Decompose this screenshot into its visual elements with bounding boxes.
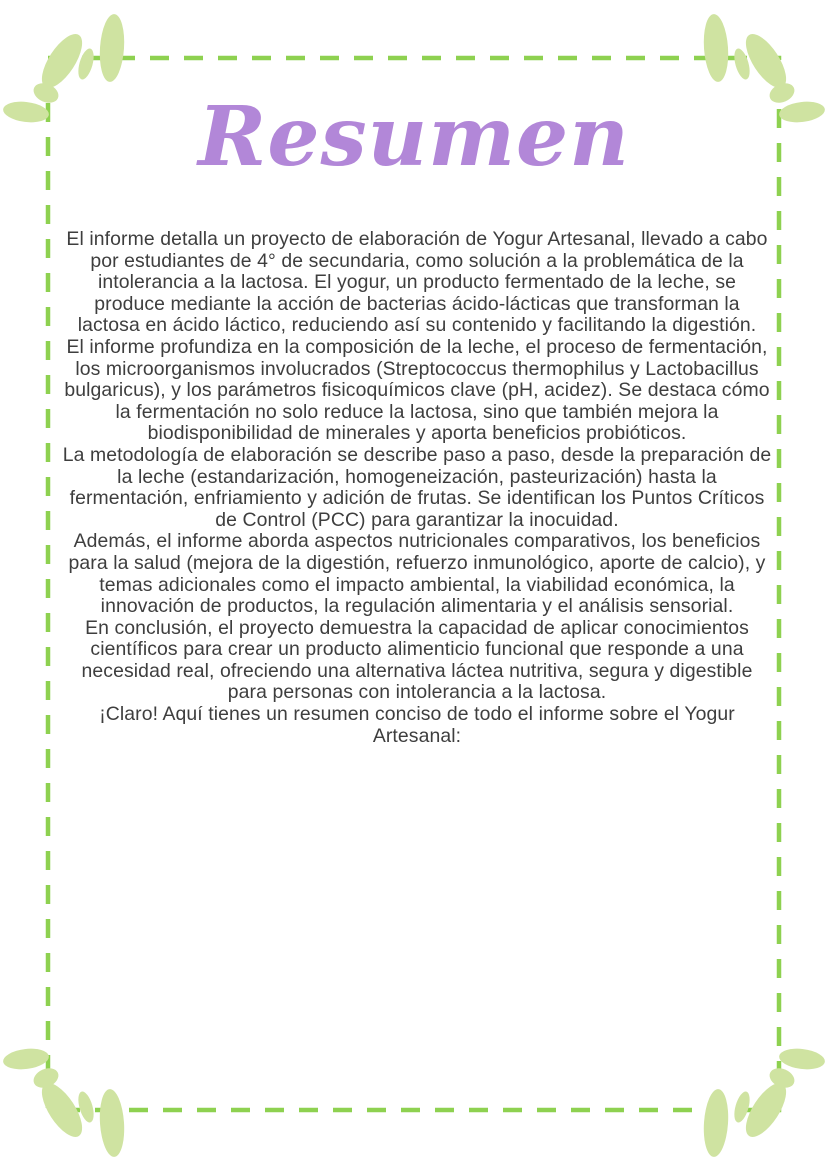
leaf-sprig-icon (686, 1027, 826, 1167)
summary-paragraph: ¡Claro! Aquí tienes un resumen conciso de todo el informe sobre el Yogur Artesanal: (99, 703, 735, 747)
summary-paragraph: La metodología de elaboración se describe paso a paso, desde la preparación de la leche (estandarización, homogeneización, pasteurización) hasta la fermentación, enfriamiento y adición de frutas. Se identifican los Puntos Críticos de Control (PCC) para garantizar la inocuidad. (62, 443, 772, 531)
corner-leaf-decoration-bottom-right (686, 1027, 826, 1167)
corner-leaf-decoration-bottom-left (2, 1027, 142, 1167)
summary-paragraph: En conclusión, el proyecto demuestra la capacidad de aplicar conocimientos científicos para crear un producto alimenticio funcional que responde a una necesidad real, ofreciendo una alternativa láctea nutritiva, segura y digestible para personas con intolerancia a la lactosa. (81, 616, 753, 704)
summary-text (62, 229, 772, 747)
leaf-sprig-icon (2, 1027, 142, 1167)
summary-paragraph: Además, el informe aborda aspectos nutricionales comparativos, los beneficios para la salud (mejora de la digestión, refuerzo inmunológico, aporte de calcio), y temas adicionales como el impacto ambiental, la viabilidad económica, la innovación de productos, la regulación alimentaria y el análisis sensorial. (68, 530, 766, 618)
summary-paragraph: El informe profundiza en la composición de la leche, el proceso de fermentación, los microorganismos involucrados (Streptococcus thermophilus y Lactobacillus bulgaricus), y los parámetros fisicoquímicos clave (pH, acidez). Se destaca cómo la fermentación no solo reduce la lactosa, sino que también mejora la biodisponibilidad de minerales y aporta beneficios probióticos. (64, 335, 770, 445)
summary-paragraph: El informe detalla un proyecto de elaboración de Yogur Artesanal, llevado a cabo por estudiantes de 4° de secundaria, como solución a la problemática de la intolerancia a la lactosa. El yogur, un producto fermentado de la leche, se produce mediante la acción de bacterias ácido-lácticas que transforman la lactosa en ácido láctico, reduciendo así su contenido y facilitando la digestión. (66, 228, 768, 337)
page-title: Resumen (198, 89, 630, 185)
